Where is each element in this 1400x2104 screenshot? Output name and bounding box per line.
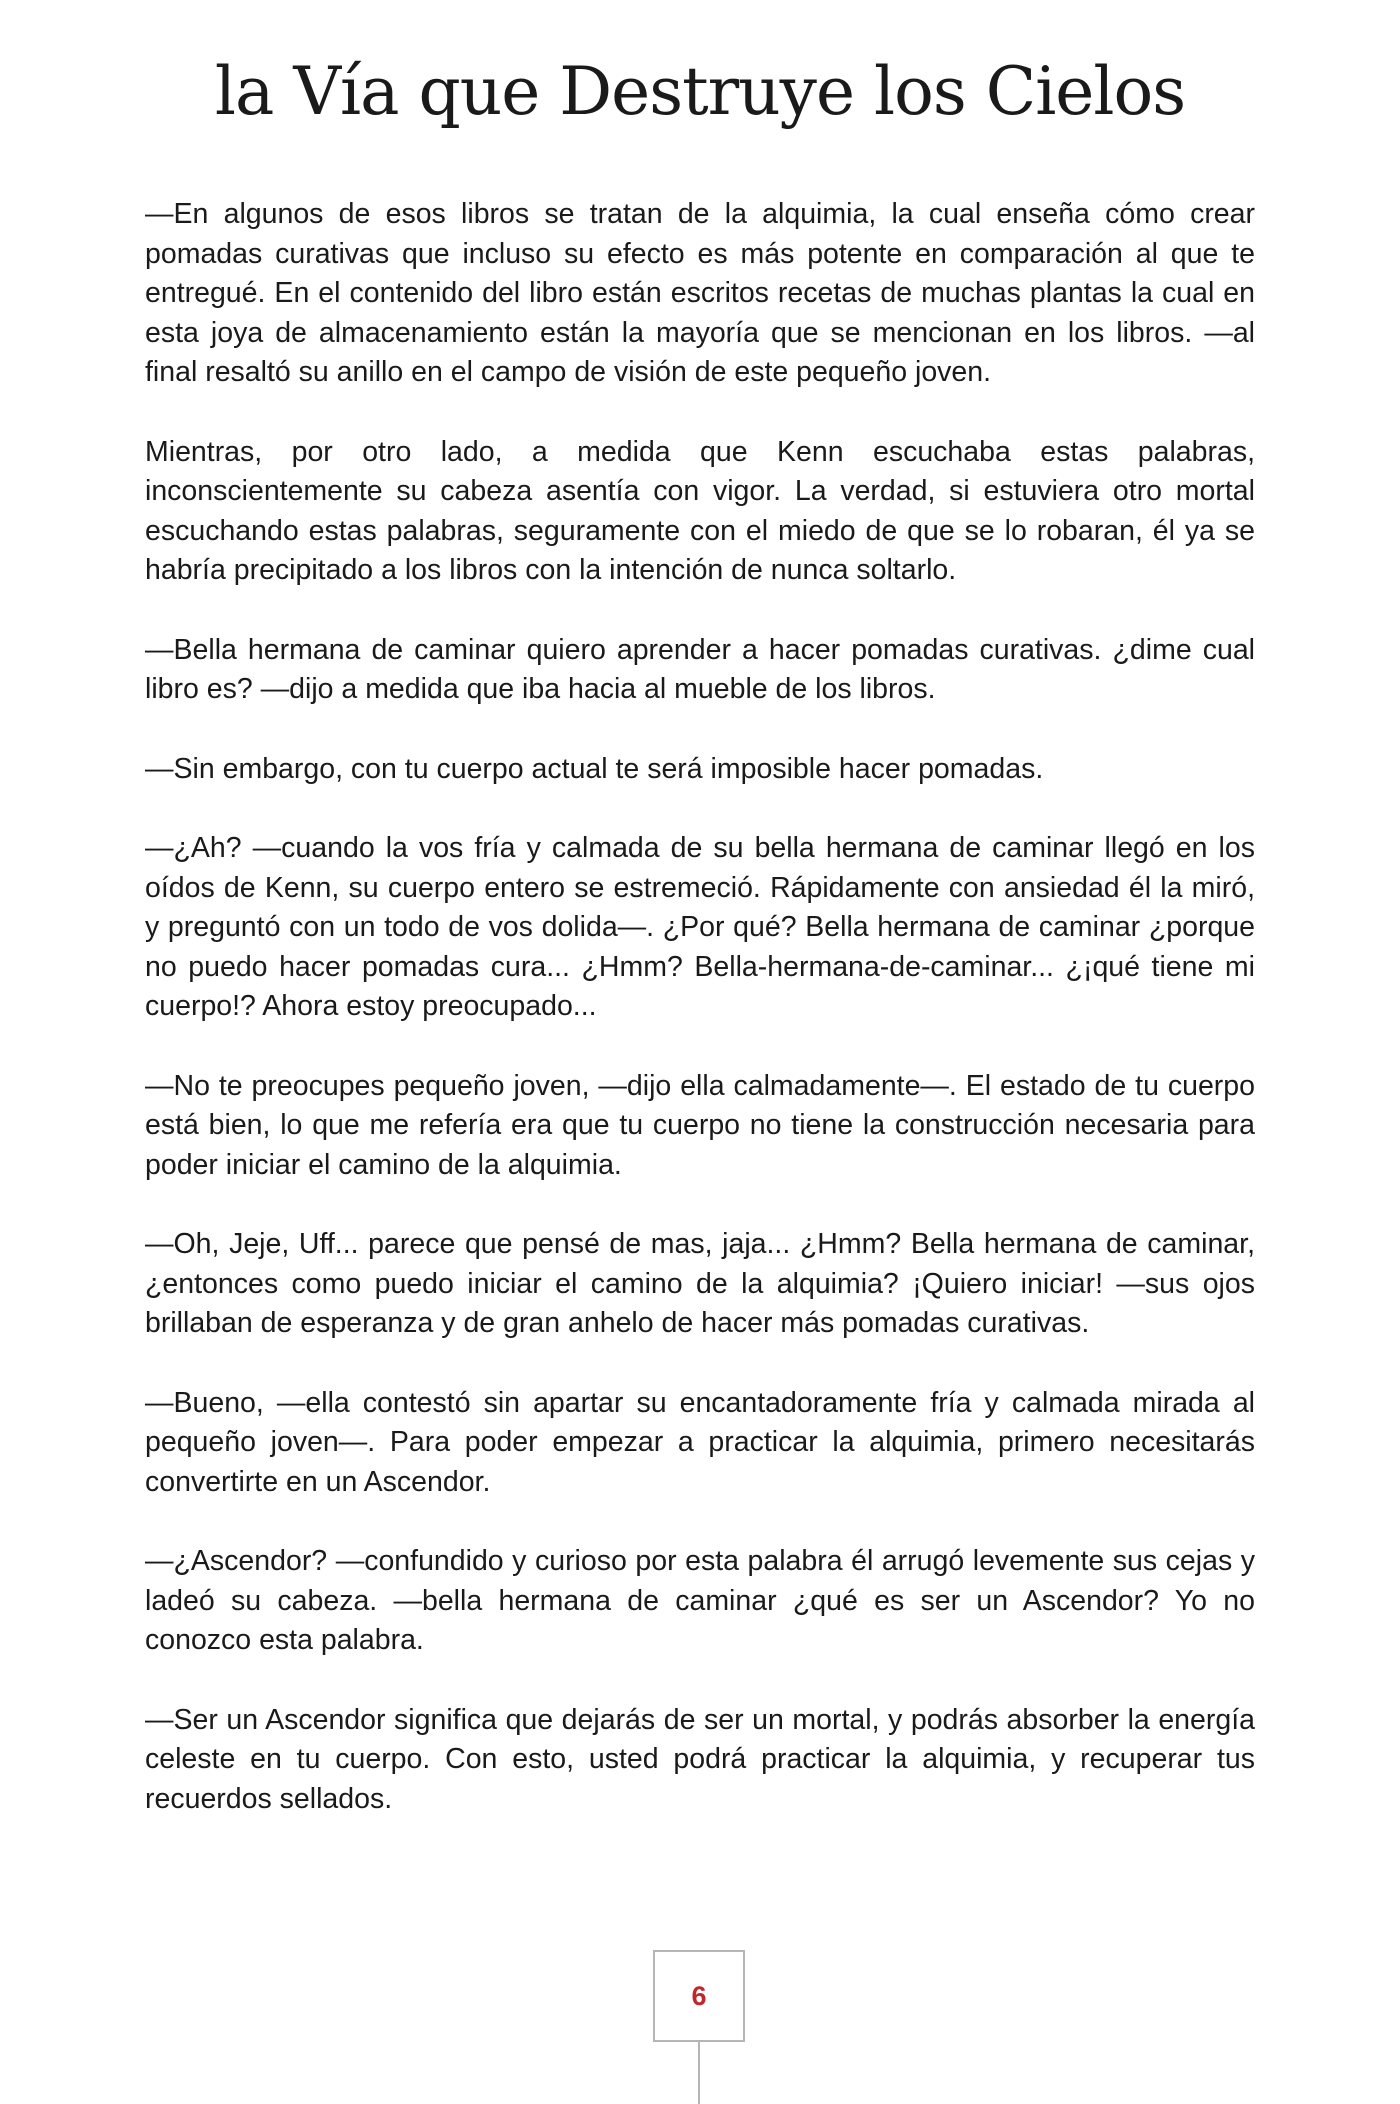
body-text [145, 195, 1255, 1859]
paragraph: Mientras, por otro lado, a medida que Kenn escuchaba estas palabras, inconscientemente su cabeza asentía con vigor. La verdad, si estuviera otro mortal escuchando estas palabras, seguramente con el miedo de que se lo robaran, él ya se habría precipitado a los libros con la intención de nunca soltarlo. [145, 435, 1255, 586]
paragraph: —En algunos de esos libros se tratan de la alquimia, la cual enseña cómo crear pomadas curativas que incluso su efecto es más potente en comparación al que te entregué. En el contenido del libro están escritos recetas de muchas plantas la cual en esta joya de almacenamiento están la mayoría que se mencionan en los libros. —al final resaltó su anillo en el campo de visión de este pequeño joven. [145, 198, 1255, 388]
paragraph: —Bella hermana de caminar quiero aprender a hacer pomadas curativas. ¿dime cual libro es? —dijo a medida que iba hacia al mueble de los libros. [145, 633, 1255, 705]
paragraph: —Sin embargo, con tu cuerpo actual te será imposible hacer pomadas. [145, 752, 1044, 785]
page-number-box [653, 1950, 745, 2042]
paragraph: —¿Ascendor? —confundido y curioso por esta palabra él arrugó levemente sus cejas y ladeó su cabeza. —bella hermana de caminar ¿qué es ser un Ascendor? Yo no conozco esta palabra. [145, 1545, 1255, 1656]
paragraph: —Oh, Jeje, Uff... parece que pensé de mas, jaja... ¿Hmm? Bella hermana de caminar, ¿entonces como puedo iniciar el camino de la alquimia? ¡Quiero iniciar! —sus ojos brillaban de esperanza y de gran anhelo de hacer más pomadas curativas. [145, 1228, 1255, 1339]
page-title: la Vía que Destruye los Cielos [214, 53, 1186, 130]
paragraph: —¿Ah? —cuando la vos fría y calmada de su bella hermana de caminar llegó en los oídos de Kenn, su cuerpo entero se estremeció. Rápidamente con ansiedad él la miró, y preguntó con un todo de vos dolida—. ¿Por qué? Bella hermana de caminar ¿porque no puedo hacer pomadas cura... ¿Hmm? Bella-hermana-de-caminar... ¿¡qué tiene mi cuerpo!? Ahora estoy preocupado... [145, 832, 1255, 1022]
page-number-connector-line [698, 2042, 700, 2104]
paragraph: —Bueno, —ella contestó sin apartar su encantadoramente fría y calmada mirada al pequeño joven—. Para poder empezar a practicar la alquimia, primero necesitarás convertirte en un Ascendor. [145, 1386, 1255, 1498]
page-number: 6 [691, 1980, 707, 2011]
paragraph: —Ser un Ascendor significa que dejarás de ser un mortal, y podrás absorber la energía celeste en tu cuerpo. Con esto, usted podrá practicar la alquimia, y recuperar tus recuerdos sellados. [145, 1703, 1255, 1815]
paragraph: —No te preocupes pequeño joven, —dijo ella calmadamente—. El estado de tu cuerpo está bien, lo que me refería era que tu cuerpo no tiene la construcción necesaria para poder iniciar el camino de la alquimia. [145, 1069, 1255, 1181]
